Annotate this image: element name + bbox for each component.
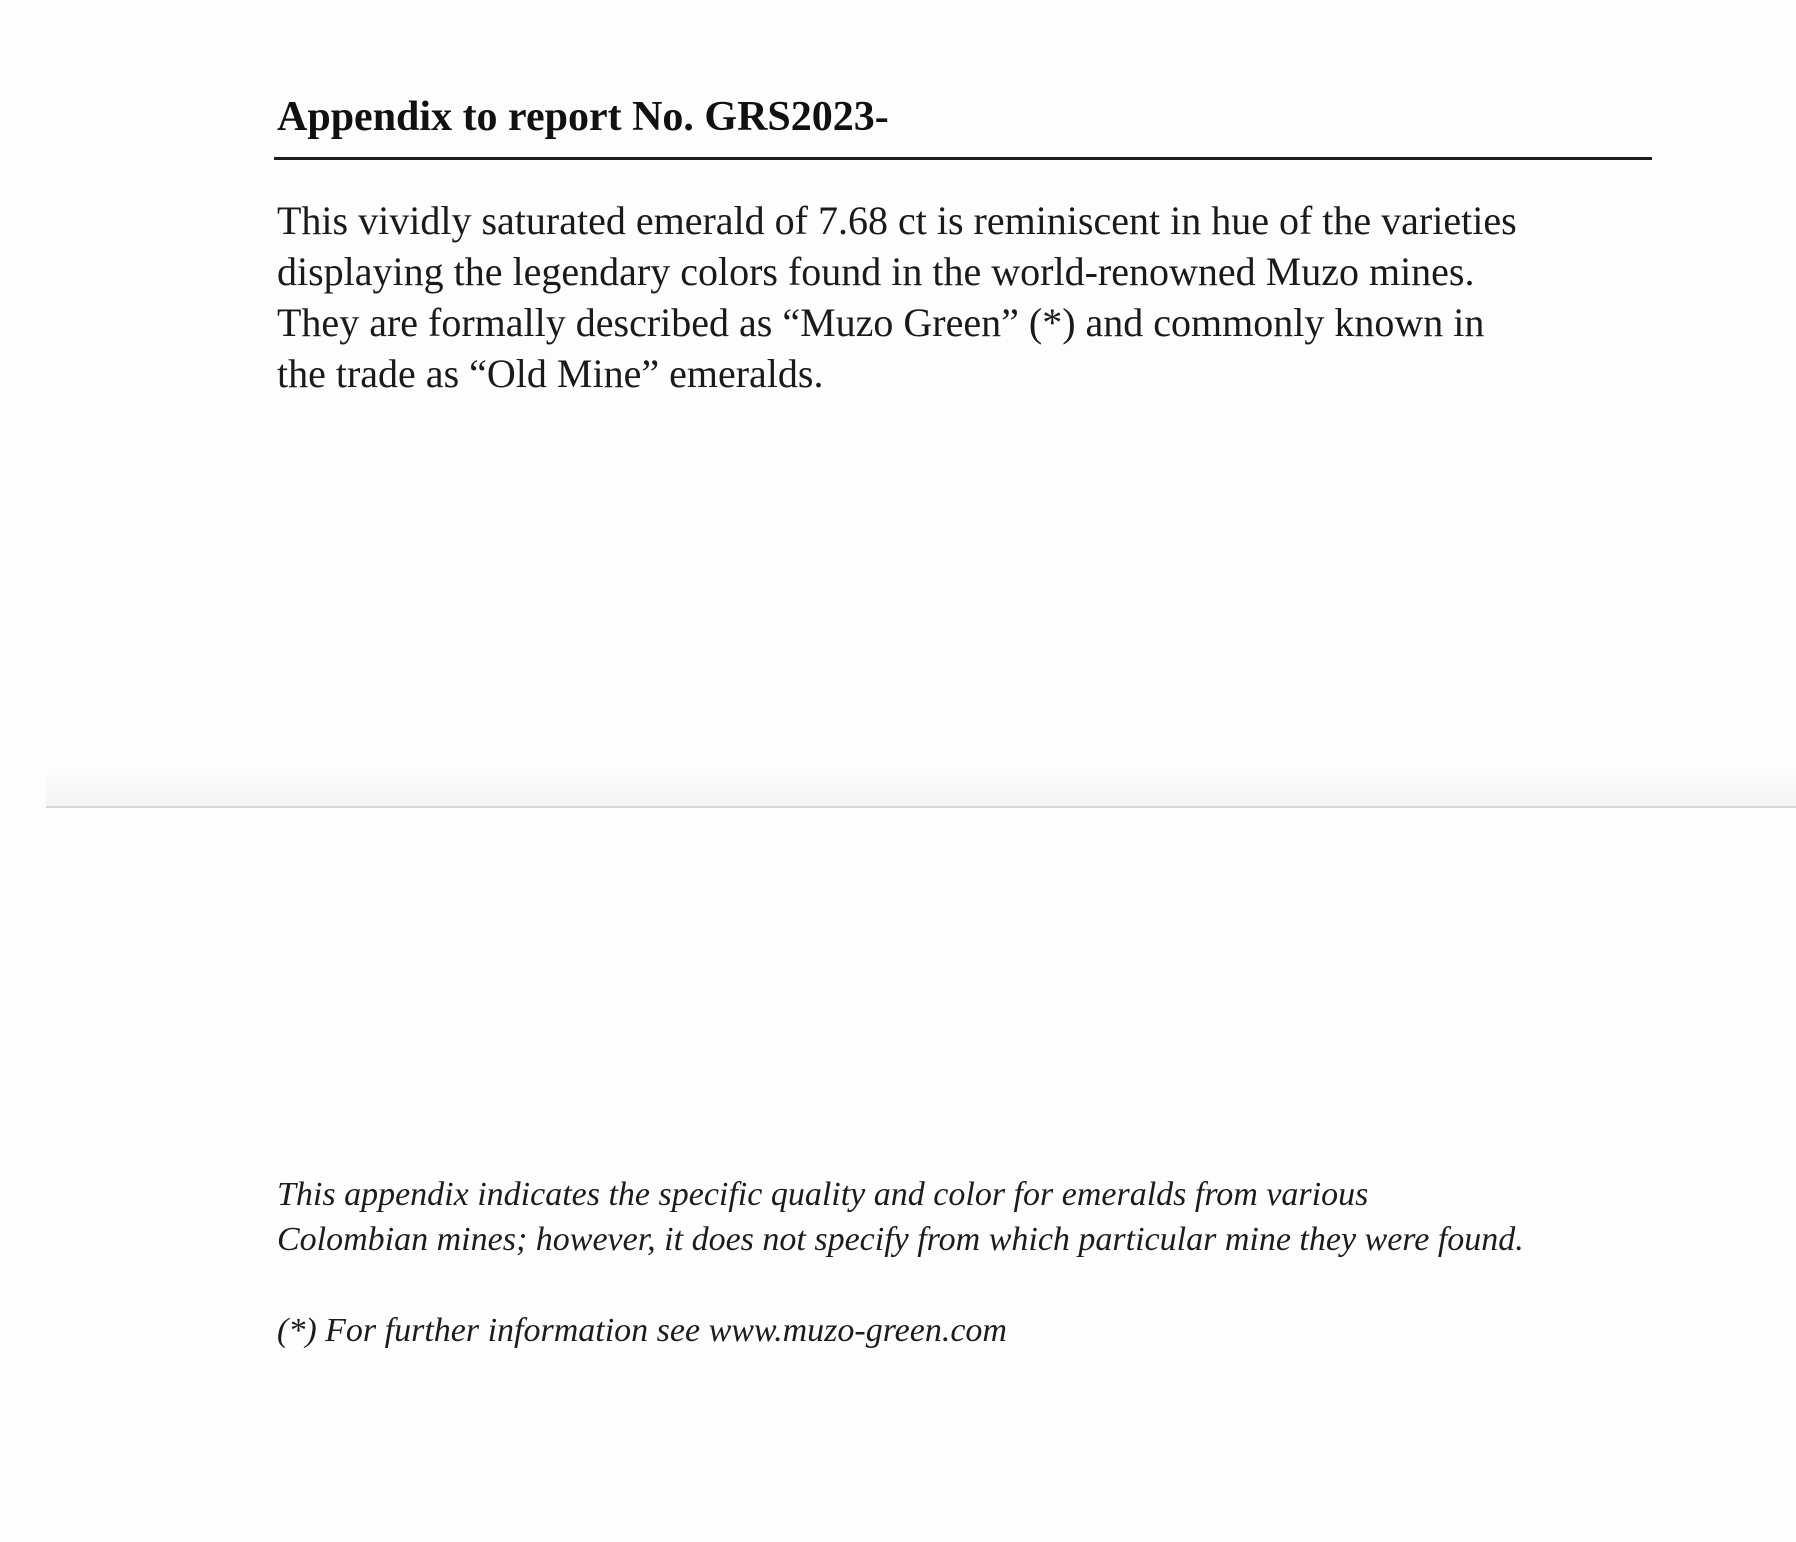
disclaimer-note (277, 1172, 1677, 1262)
paper-fold-shadow (46, 770, 1796, 806)
description-line: This vividly saturated emerald of 7.68 ct is reminiscent in hue of the varieties (277, 198, 1517, 243)
description-line: They are formally described as “Muzo Green” (*) and commonly known in (277, 300, 1485, 345)
disclaimer-line: This appendix indicates the specific quality and color for emeralds from various (277, 1176, 1369, 1213)
description-line: the trade as “Old Mine” emeralds. (277, 351, 824, 396)
disclaimer-line: Colombian mines; however, it does not specify from which particular mine they were found. (277, 1221, 1524, 1258)
description-paragraph (277, 195, 1677, 399)
description-line: displaying the legendary colors found in the world-renowned Muzo mines. (277, 249, 1475, 294)
report-heading: Appendix to report No. GRS2023- (277, 94, 889, 140)
paper-fold-line (46, 806, 1796, 808)
heading-divider (274, 157, 1652, 160)
footnote-reference: (*) For further information see www.muzo-green.com (277, 1312, 1007, 1349)
